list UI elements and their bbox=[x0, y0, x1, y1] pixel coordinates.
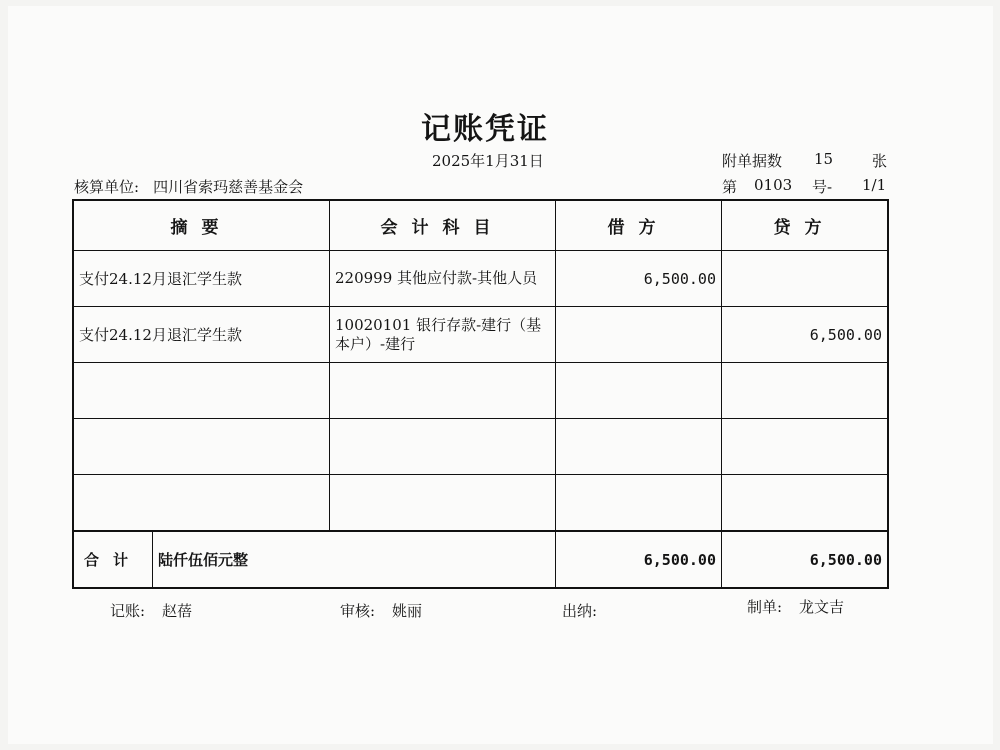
header-account: 会计科目 bbox=[330, 200, 556, 251]
voucher-date: 2025年1月31日 bbox=[432, 152, 544, 170]
preparer-label: 制单: bbox=[747, 598, 783, 616]
header-credit: 贷方 bbox=[722, 200, 889, 251]
voucher-number bbox=[722, 176, 892, 196]
bookkeeper-label: 记账: bbox=[110, 602, 146, 620]
voucher-no-prefix: 第 bbox=[722, 178, 738, 196]
row-debit bbox=[556, 475, 722, 532]
row-credit bbox=[722, 251, 889, 307]
preparer-name: 龙文吉 bbox=[799, 598, 845, 616]
org-label: 核算单位: bbox=[74, 178, 140, 196]
attachments-unit: 张 bbox=[872, 152, 888, 170]
auditor-label: 审核: bbox=[340, 602, 376, 620]
total-label: 合计 bbox=[73, 531, 153, 588]
voucher-page: 1/1 bbox=[862, 176, 887, 194]
attachments-label: 附单据数 bbox=[722, 152, 783, 170]
row-summary: 支付24.12月退汇学生款 bbox=[73, 307, 330, 363]
header-debit: 借方 bbox=[556, 200, 722, 251]
row-debit: 6,500.00 bbox=[556, 251, 722, 307]
auditor-name: 姚丽 bbox=[392, 602, 423, 620]
row-debit bbox=[556, 307, 722, 363]
row-credit bbox=[722, 475, 889, 532]
voucher-title: 记账凭证 bbox=[421, 112, 549, 147]
row-summary: 支付24.12月退汇学生款 bbox=[73, 251, 330, 307]
row-account bbox=[330, 419, 556, 475]
total-credit: 6,500.00 bbox=[722, 531, 889, 588]
org-name: 四川省索玛慈善基金会 bbox=[153, 178, 304, 196]
row-summary bbox=[73, 419, 330, 475]
table-row bbox=[73, 251, 888, 307]
row-credit bbox=[722, 419, 889, 475]
total-row bbox=[73, 531, 888, 588]
table-header-row bbox=[73, 200, 888, 251]
row-debit bbox=[556, 419, 722, 475]
row-summary bbox=[73, 475, 330, 532]
attachments-count: 15 bbox=[814, 150, 834, 168]
total-amount-words: 陆仟伍佰元整 bbox=[153, 531, 556, 588]
table-row bbox=[73, 475, 888, 532]
voucher-no-suffix: 号- bbox=[812, 178, 833, 196]
bookkeeper-name: 赵蓓 bbox=[162, 602, 193, 620]
row-account: 220999 其他应付款-其他人员 bbox=[330, 251, 556, 307]
table-row bbox=[73, 419, 888, 475]
row-account: 10020101 银行存款-建行（基本户）-建行 bbox=[330, 307, 556, 363]
header-summary: 摘要 bbox=[73, 200, 330, 251]
row-debit bbox=[556, 363, 722, 419]
voucher-no-number: 0103 bbox=[754, 176, 793, 194]
row-credit: 6,500.00 bbox=[722, 307, 889, 363]
cashier-label: 出纳: bbox=[562, 602, 598, 620]
org-line bbox=[74, 176, 303, 197]
row-account bbox=[330, 363, 556, 419]
row-credit bbox=[722, 363, 889, 419]
table-row bbox=[73, 363, 888, 419]
table-row bbox=[73, 307, 888, 363]
row-summary bbox=[73, 363, 330, 419]
attachments-info bbox=[722, 150, 892, 170]
row-account bbox=[330, 475, 556, 532]
voucher-table bbox=[72, 199, 889, 589]
total-debit: 6,500.00 bbox=[556, 531, 722, 588]
